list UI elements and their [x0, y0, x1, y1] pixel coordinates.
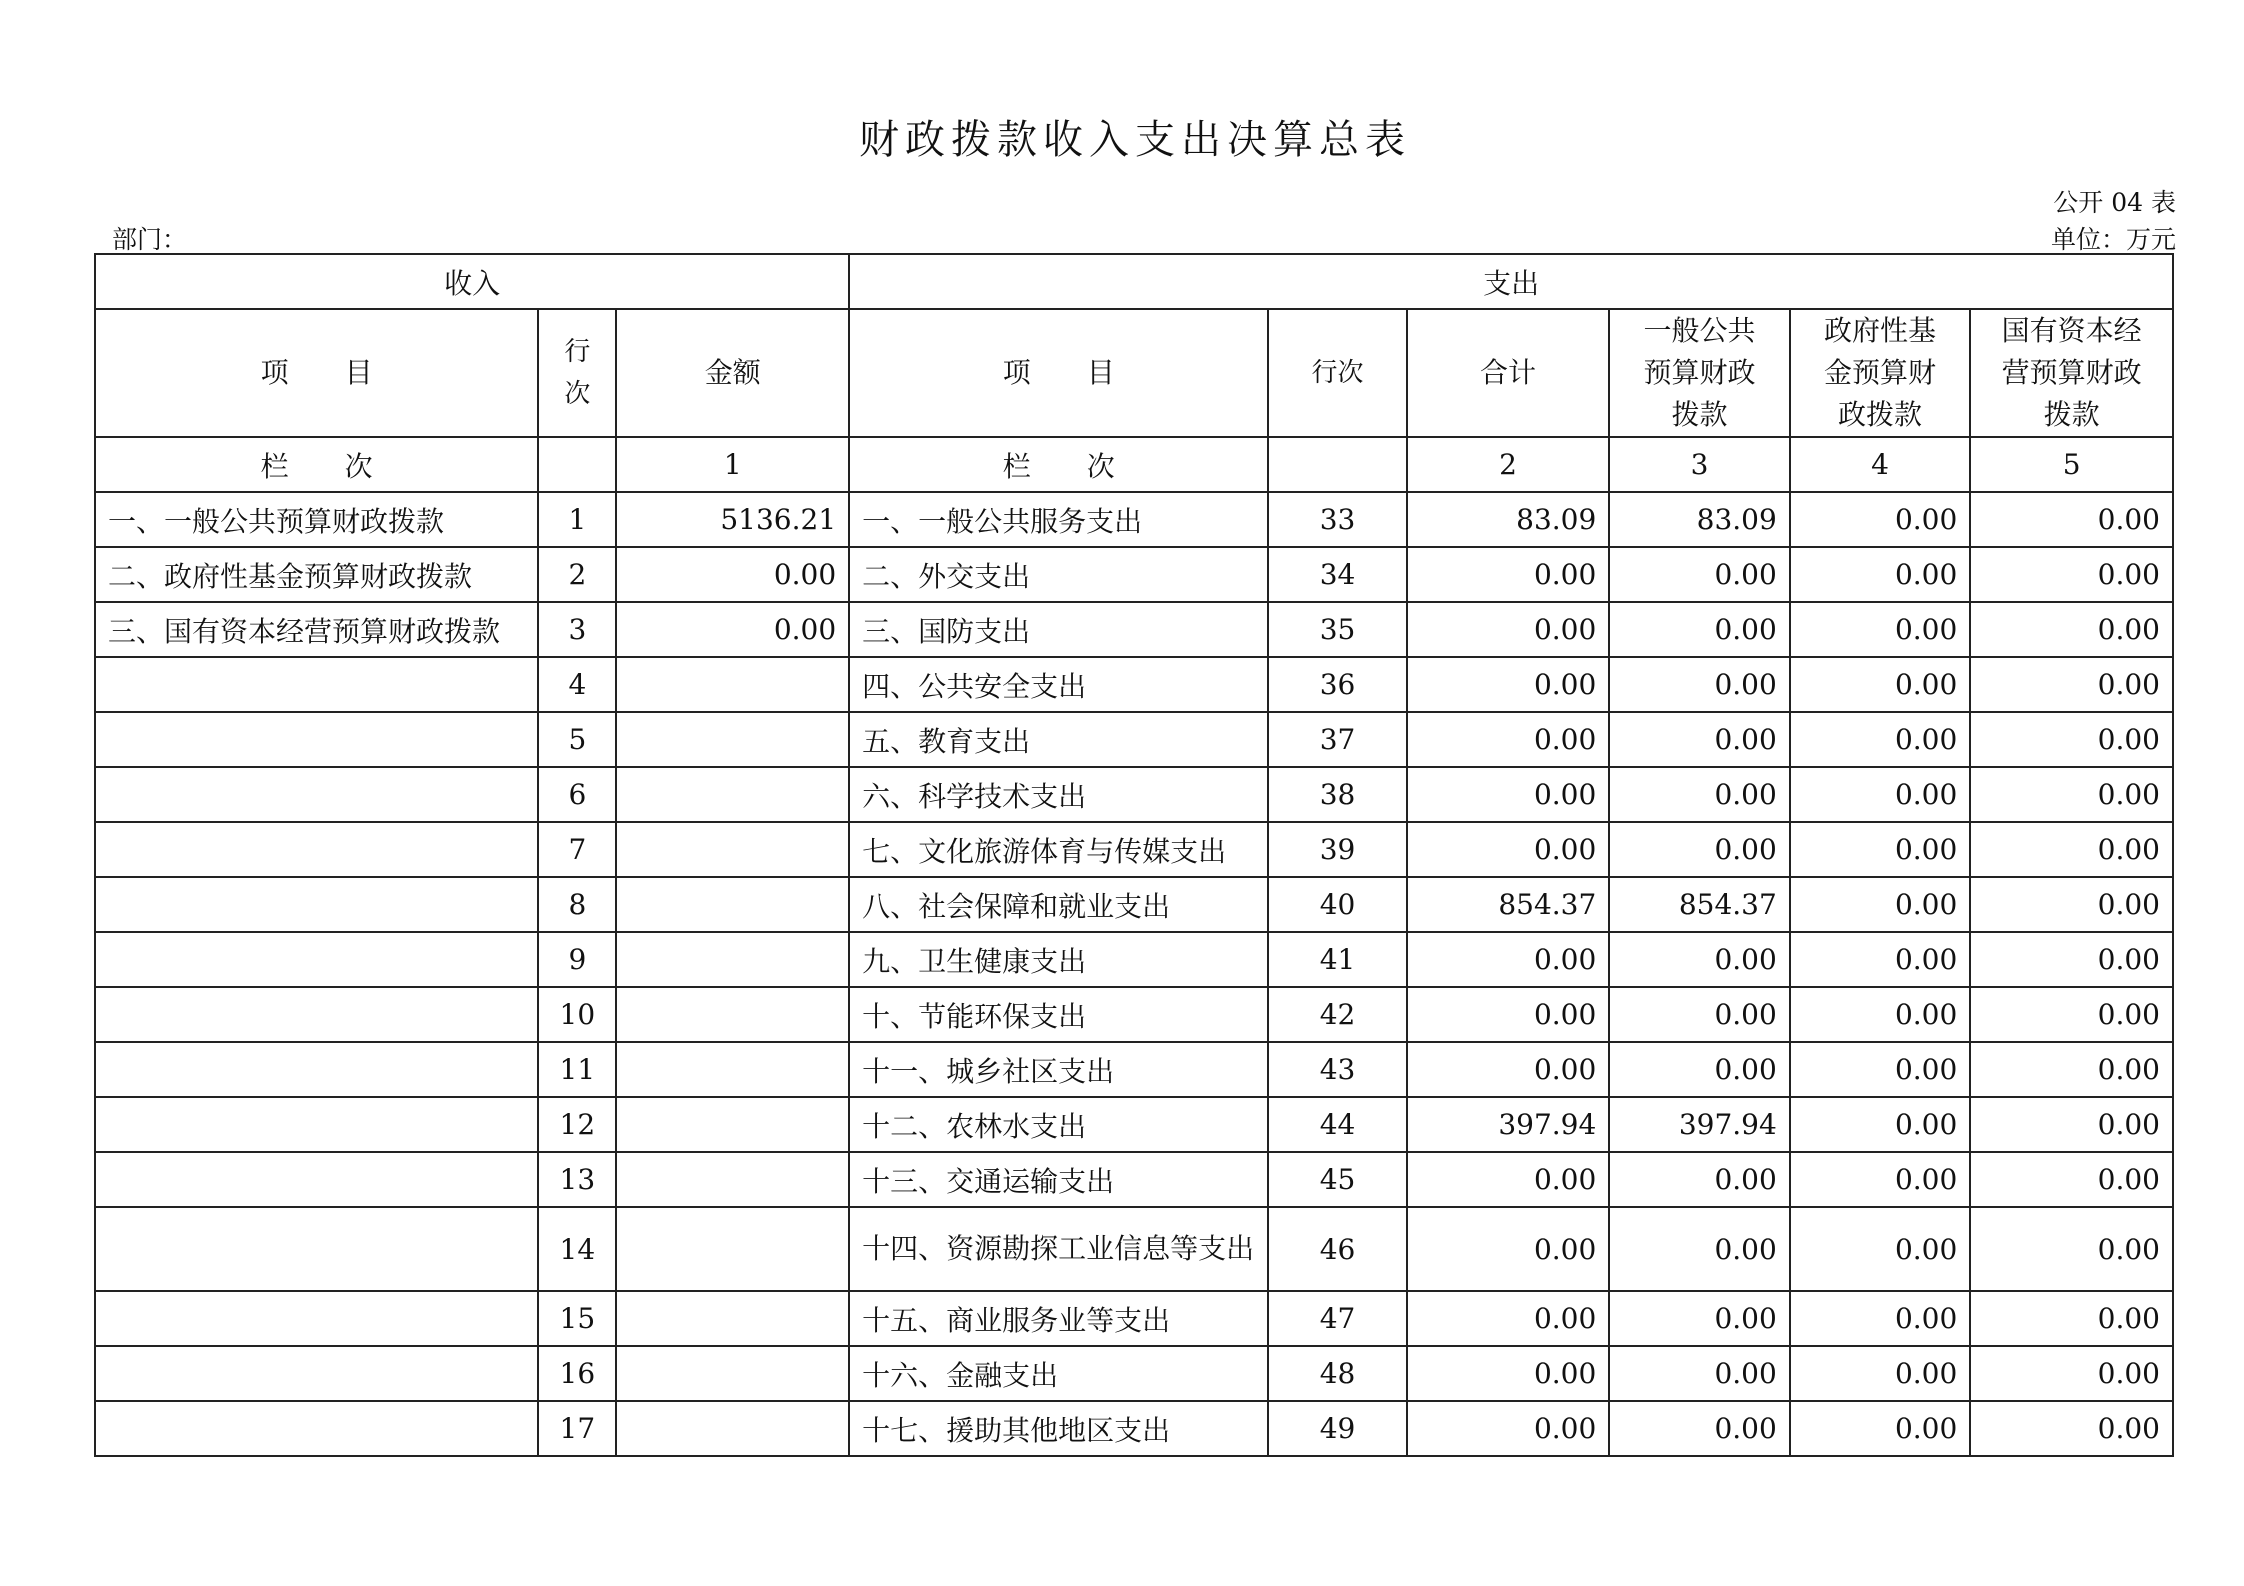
expense-line-no-cell: 33 [1268, 492, 1406, 547]
expense-section-header: 支出 [849, 254, 2173, 309]
expense-line-no-cell: 48 [1268, 1346, 1406, 1401]
column-index-label-left: 栏 次 [95, 437, 538, 492]
income-amount-cell [616, 877, 849, 932]
table-row [95, 987, 2173, 1042]
table-row [95, 547, 2173, 602]
form-number: 公开 04 表 [2053, 188, 2176, 217]
gov-fund-cell: 0.00 [1790, 492, 1971, 547]
expense-item-cell: 十、节能环保支出 [849, 987, 1268, 1042]
gov-fund-cell: 0.00 [1790, 1097, 1971, 1152]
table-row [95, 1346, 2173, 1401]
income-item-cell [95, 1097, 538, 1152]
income-amount-cell [616, 1346, 849, 1401]
income-item-cell [95, 657, 538, 712]
column-index-empty [538, 437, 616, 492]
expense-item-cell: 九、卫生健康支出 [849, 932, 1268, 987]
column-index-row [95, 437, 2173, 492]
income-line-no-cell: 15 [538, 1291, 616, 1346]
total-cell: 0.00 [1407, 712, 1610, 767]
state-capital-cell: 0.00 [1970, 1042, 2173, 1097]
expense-line-no-cell: 45 [1268, 1152, 1406, 1207]
state-capital-cell: 0.00 [1970, 1097, 2173, 1152]
table-row [95, 1401, 2173, 1456]
general-budget-cell: 83.09 [1609, 492, 1790, 547]
income-line-no-cell: 16 [538, 1346, 616, 1401]
total-cell: 0.00 [1407, 1291, 1610, 1346]
total-cell: 0.00 [1407, 987, 1610, 1042]
total-cell: 854.37 [1407, 877, 1610, 932]
total-cell: 0.00 [1407, 1152, 1610, 1207]
department-label: 部门： [112, 225, 188, 254]
income-item-cell [95, 767, 538, 822]
gov-fund-cell: 0.00 [1790, 712, 1971, 767]
total-cell: 0.00 [1407, 1346, 1610, 1401]
table-row [95, 1097, 2173, 1152]
general-budget-cell: 0.00 [1609, 602, 1790, 657]
table-row [95, 1152, 2173, 1207]
table-row [95, 877, 2173, 932]
general-budget-cell: 397.94 [1609, 1097, 1790, 1152]
income-section-header: 收入 [95, 254, 849, 309]
expense-item-cell: 一、一般公共服务支出 [849, 492, 1268, 547]
column-index-3: 3 [1609, 437, 1790, 492]
column-index-2: 2 [1407, 437, 1610, 492]
state-capital-cell: 0.00 [1970, 767, 2173, 822]
expense-item-cell: 五、教育支出 [849, 712, 1268, 767]
expense-line-no-cell: 36 [1268, 657, 1406, 712]
total-header: 合计 [1407, 309, 1610, 437]
income-amount-cell: 5136.21 [616, 492, 849, 547]
expense-line-no-cell: 35 [1268, 602, 1406, 657]
header-row-columns [95, 309, 2173, 437]
total-cell: 0.00 [1407, 1207, 1610, 1291]
general-budget-cell: 0.00 [1609, 822, 1790, 877]
total-cell: 0.00 [1407, 932, 1610, 987]
total-cell: 0.00 [1407, 767, 1610, 822]
expense-item-cell: 十六、金融支出 [849, 1346, 1268, 1401]
gov-fund-cell: 0.00 [1790, 1207, 1971, 1291]
income-line-no-cell: 4 [538, 657, 616, 712]
general-budget-cell: 0.00 [1609, 1152, 1790, 1207]
column-index-label-right: 栏 次 [849, 437, 1268, 492]
state-capital-cell: 0.00 [1970, 1291, 2173, 1346]
income-item-cell [95, 822, 538, 877]
total-cell: 0.00 [1407, 822, 1610, 877]
state-capital-cell: 0.00 [1970, 877, 2173, 932]
income-amount-cell: 0.00 [616, 547, 849, 602]
state-capital-cell: 0.00 [1970, 657, 2173, 712]
state-capital-cell: 0.00 [1970, 492, 2173, 547]
expense-line-no-cell: 49 [1268, 1401, 1406, 1456]
income-line-no-cell: 5 [538, 712, 616, 767]
general-budget-cell: 0.00 [1609, 1401, 1790, 1456]
expense-item-cell: 十四、资源勘探工业信息等支出 [849, 1207, 1268, 1291]
income-item-cell [95, 1207, 538, 1291]
general-budget-cell: 0.00 [1609, 1207, 1790, 1291]
page-title: 财政拨款收入支出决算总表 [859, 117, 1411, 163]
gov-fund-cell: 0.00 [1790, 1401, 1971, 1456]
income-line-no-cell: 6 [538, 767, 616, 822]
table-row [95, 712, 2173, 767]
income-item-header: 项 目 [95, 309, 538, 437]
income-line-no-cell: 7 [538, 822, 616, 877]
budget-summary-table [94, 253, 2174, 1457]
income-amount-cell [616, 822, 849, 877]
expense-item-cell: 六、科学技术支出 [849, 767, 1268, 822]
expense-line-no-cell: 39 [1268, 822, 1406, 877]
column-index-5: 5 [1970, 437, 2173, 492]
general-budget-cell: 0.00 [1609, 657, 1790, 712]
state-capital-cell: 0.00 [1970, 1346, 2173, 1401]
total-cell: 0.00 [1407, 602, 1610, 657]
table-row [95, 822, 2173, 877]
income-item-cell [95, 1042, 538, 1097]
income-item-cell: 三、国有资本经营预算财政拨款 [95, 602, 538, 657]
income-amount-cell [616, 987, 849, 1042]
gov-fund-cell: 0.00 [1790, 602, 1971, 657]
gov-fund-cell: 0.00 [1790, 987, 1971, 1042]
income-item-cell [95, 712, 538, 767]
state-capital-header: 国有资本经营预算财政拨款 [1970, 309, 2173, 437]
expense-line-no-cell: 34 [1268, 547, 1406, 602]
income-line-no-cell: 13 [538, 1152, 616, 1207]
income-item-cell: 二、政府性基金预算财政拨款 [95, 547, 538, 602]
expense-item-cell: 二、外交支出 [849, 547, 1268, 602]
state-capital-cell: 0.00 [1970, 1152, 2173, 1207]
expense-line-no-cell: 47 [1268, 1291, 1406, 1346]
gov-fund-cell: 0.00 [1790, 657, 1971, 712]
expense-item-cell: 三、国防支出 [849, 602, 1268, 657]
income-amount-cell [616, 1291, 849, 1346]
general-budget-cell: 0.00 [1609, 767, 1790, 822]
table-row [95, 1042, 2173, 1097]
table-row [95, 602, 2173, 657]
expense-item-cell: 十一、城乡社区支出 [849, 1042, 1268, 1097]
table-row [95, 1291, 2173, 1346]
expense-line-no-cell: 46 [1268, 1207, 1406, 1291]
gov-fund-cell: 0.00 [1790, 767, 1971, 822]
expense-item-cell: 八、社会保障和就业支出 [849, 877, 1268, 932]
general-budget-cell: 0.00 [1609, 1346, 1790, 1401]
income-amount-cell: 0.00 [616, 602, 849, 657]
unit-label: 单位：万元 [2050, 225, 2176, 254]
expense-line-no-cell: 44 [1268, 1097, 1406, 1152]
total-cell: 0.00 [1407, 657, 1610, 712]
income-item-cell [95, 1152, 538, 1207]
general-budget-cell: 0.00 [1609, 932, 1790, 987]
state-capital-cell: 0.00 [1970, 547, 2173, 602]
state-capital-cell: 0.00 [1970, 1401, 2173, 1456]
table-row [95, 492, 2173, 547]
gov-fund-cell: 0.00 [1790, 932, 1971, 987]
income-amount-cell [616, 1097, 849, 1152]
income-amount-cell [616, 932, 849, 987]
income-line-no-cell: 8 [538, 877, 616, 932]
total-cell: 0.00 [1407, 547, 1610, 602]
expense-item-header: 项 目 [849, 309, 1268, 437]
table-row [95, 767, 2173, 822]
gov-fund-cell: 0.00 [1790, 1042, 1971, 1097]
table-row [95, 932, 2173, 987]
expense-line-no-header: 行次 [1268, 309, 1406, 437]
total-cell: 83.09 [1407, 492, 1610, 547]
income-line-no-cell: 10 [538, 987, 616, 1042]
total-cell: 0.00 [1407, 1042, 1610, 1097]
general-budget-cell: 0.00 [1609, 1042, 1790, 1097]
income-amount-cell [616, 712, 849, 767]
general-budget-cell: 0.00 [1609, 547, 1790, 602]
gov-fund-cell: 0.00 [1790, 1152, 1971, 1207]
state-capital-cell: 0.00 [1970, 1207, 2173, 1291]
gov-fund-cell: 0.00 [1790, 547, 1971, 602]
income-line-no-cell: 2 [538, 547, 616, 602]
table-row [95, 657, 2173, 712]
general-budget-cell: 0.00 [1609, 987, 1790, 1042]
income-line-no-cell: 9 [538, 932, 616, 987]
income-amount-cell [616, 767, 849, 822]
income-item-cell [95, 1346, 538, 1401]
expense-line-no-cell: 43 [1268, 1042, 1406, 1097]
income-amount-cell [616, 1401, 849, 1456]
income-amount-cell [616, 657, 849, 712]
expense-item-cell: 十五、商业服务业等支出 [849, 1291, 1268, 1346]
expense-item-cell: 十二、农林水支出 [849, 1097, 1268, 1152]
amount-header: 金额 [616, 309, 849, 437]
expense-item-cell: 四、公共安全支出 [849, 657, 1268, 712]
header-row-sections [95, 254, 2173, 309]
gov-fund-cell: 0.00 [1790, 822, 1971, 877]
gov-fund-header: 政府性基金预算财政拨款 [1790, 309, 1971, 437]
general-budget-cell: 0.00 [1609, 1291, 1790, 1346]
income-item-cell [95, 1291, 538, 1346]
income-line-no-cell: 1 [538, 492, 616, 547]
gov-fund-cell: 0.00 [1790, 1291, 1971, 1346]
income-amount-cell [616, 1207, 849, 1291]
income-line-no-cell: 11 [538, 1042, 616, 1097]
general-budget-cell: 854.37 [1609, 877, 1790, 932]
income-line-no-cell: 17 [538, 1401, 616, 1456]
state-capital-cell: 0.00 [1970, 602, 2173, 657]
state-capital-cell: 0.00 [1970, 712, 2173, 767]
total-cell: 397.94 [1407, 1097, 1610, 1152]
income-line-no-cell: 12 [538, 1097, 616, 1152]
income-item-cell [95, 1401, 538, 1456]
state-capital-cell: 0.00 [1970, 987, 2173, 1042]
income-amount-cell [616, 1042, 849, 1097]
expense-item-cell: 七、文化旅游体育与传媒支出 [849, 822, 1268, 877]
expense-item-cell: 十三、交通运输支出 [849, 1152, 1268, 1207]
expense-line-no-cell: 40 [1268, 877, 1406, 932]
income-item-cell [95, 877, 538, 932]
income-line-no-cell: 14 [538, 1207, 616, 1291]
state-capital-cell: 0.00 [1970, 932, 2173, 987]
general-budget-cell: 0.00 [1609, 712, 1790, 767]
income-line-no-header: 行 次 [538, 309, 616, 437]
expense-line-no-cell: 37 [1268, 712, 1406, 767]
state-capital-cell: 0.00 [1970, 822, 2173, 877]
income-item-cell [95, 932, 538, 987]
general-budget-header: 一般公共预算财政拨款 [1609, 309, 1790, 437]
expense-line-no-cell: 42 [1268, 987, 1406, 1042]
gov-fund-cell: 0.00 [1790, 1346, 1971, 1401]
income-line-no-cell: 3 [538, 602, 616, 657]
total-cell: 0.00 [1407, 1401, 1610, 1456]
table-row [95, 1207, 2173, 1291]
expense-line-no-cell: 38 [1268, 767, 1406, 822]
expense-item-cell: 十七、援助其他地区支出 [849, 1401, 1268, 1456]
column-index-1: 1 [616, 437, 849, 492]
column-index-empty [1268, 437, 1406, 492]
column-index-4: 4 [1790, 437, 1971, 492]
gov-fund-cell: 0.00 [1790, 877, 1971, 932]
expense-line-no-cell: 41 [1268, 932, 1406, 987]
income-item-cell [95, 987, 538, 1042]
income-item-cell: 一、一般公共预算财政拨款 [95, 492, 538, 547]
income-amount-cell [616, 1152, 849, 1207]
